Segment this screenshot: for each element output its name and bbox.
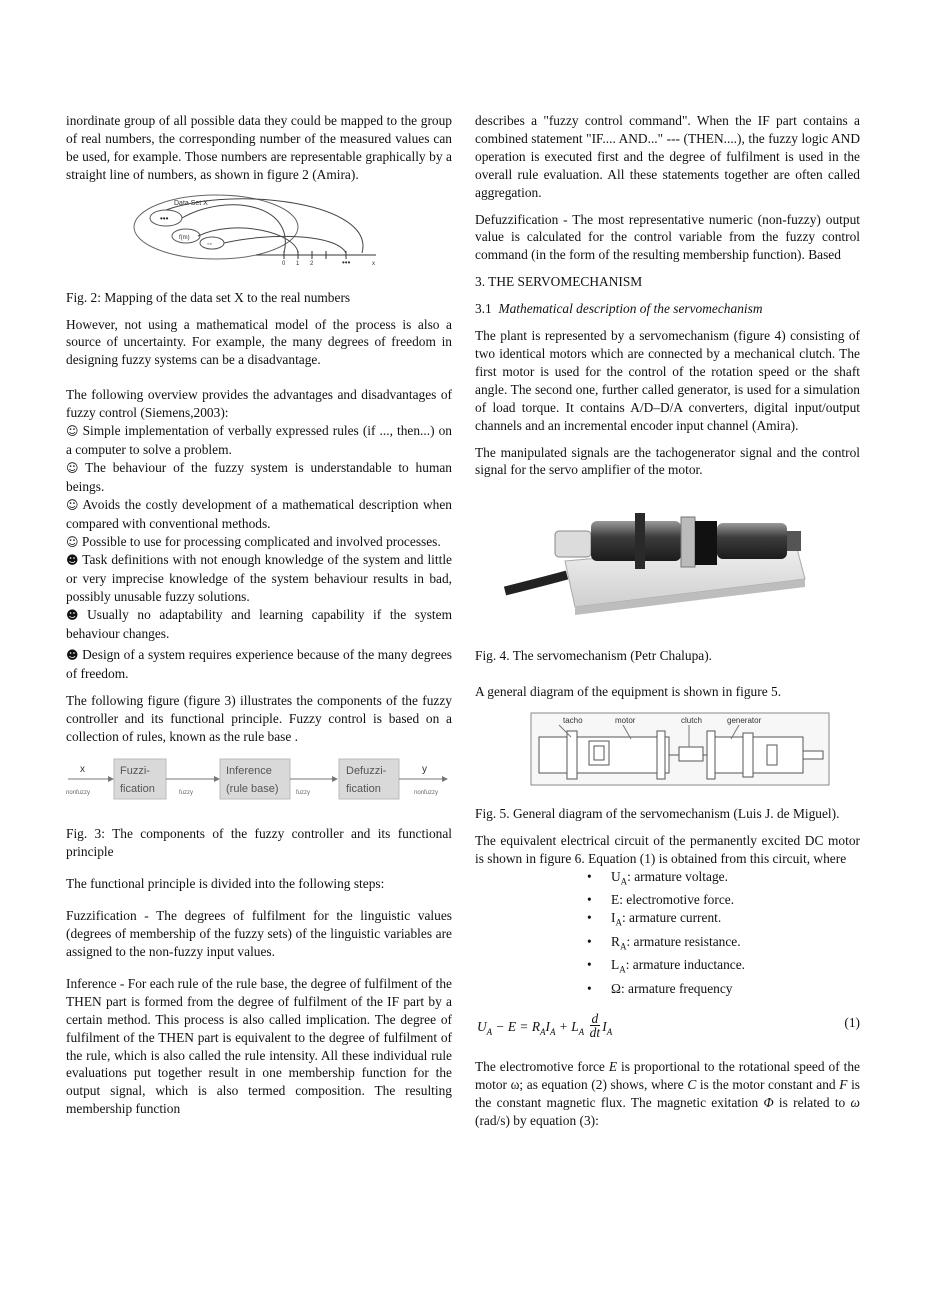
fig5-label-clutch: clutch xyxy=(681,716,702,726)
paragraph-general-diagram: A general diagram of the equipment is shown in figure 5. xyxy=(475,684,782,700)
svg-text:•••: ••• xyxy=(342,257,351,265)
paragraph-fuzzy-command: describes a "fuzzy control command". When the IF part contains a combined statement "IF.... AND..." --- (THEN....), the fuzzy logic AND operation is executed first and the degree of fulfilment is used in the overall rule evaluation. All these statements together are often called aggregation. xyxy=(475,113,860,200)
smiley-icon: ☺ xyxy=(66,424,79,439)
figure-5 xyxy=(475,711,860,789)
figure-3 xyxy=(66,757,452,805)
paragraph-mapping-intro: inordinate group of all possible data they could be mapped to the group of real numbers, the corresponding number of the measured values can be used, for example. Those numbers are representable graphically by a straight line of numbers, as shown in figure 2 (Amira). xyxy=(66,113,452,182)
equation-1 xyxy=(475,1002,860,1046)
fig3-box2-line1: Inference xyxy=(226,765,272,778)
figure-4-caption: Fig. 4. The servomechanism (Petr Chalupa). xyxy=(475,648,713,664)
fig3-box2-line2: (rule base) xyxy=(226,783,279,796)
list-item: ☻ Task definitions with not enough knowledge of the system and little or very imprecise knowledge of the system behaviour results in bad, possibly unusable fuzzy solutions. xyxy=(66,552,452,605)
fig5-label-generator: generator xyxy=(727,716,762,726)
list-item: • Ω: armature frequency xyxy=(587,980,860,998)
paragraph-signals: The manipulated signals are the tachogenerator signal and the control signal for the servo amplifier of the motor. xyxy=(475,444,860,478)
fig2-tick-2: 2 xyxy=(310,260,314,265)
fig3-mid2: fuzzy xyxy=(296,790,311,797)
fig3-y-sub: nonfuzzy xyxy=(414,790,439,797)
fig5-label-tacho: tacho xyxy=(563,716,583,726)
equation-1-body: $U_A - E = R_AI_A + L_A$ $\frac{d}{dt}$ $I_A$ xyxy=(477,1010,613,1040)
fig2-set-label: Data Set X xyxy=(174,199,208,207)
fig5-label-motor: motor xyxy=(615,716,636,726)
paragraph-inference: Inference - For each rule of the rule base, the degree of fulfilment of the THEN part is formed from the degree of fulfilment of the IF part by a certain method. This process is also called implication. The degree of fulfilment of the THEN part is equivalent to the degree of fulfilment of the rule, which is also called the rule intensity. All these individual rule evaluations put together result in one membership function for the output signal, which is also termed composition. The resulting membership function xyxy=(66,975,452,1117)
smiley-icon: ☺ xyxy=(66,534,79,549)
fig3-box3-line2: fication xyxy=(346,783,381,796)
fig3-x-label: x xyxy=(80,764,85,776)
right-column xyxy=(475,112,860,1139)
paragraph-defuzzification: Defuzzification - The most representative numeric (non-fuzzy) output value is calculated for the control variable from the fuzzy control command (in the form of the resulting membership function). Based xyxy=(475,211,860,263)
list-item: ☺ Avoids the costly development of a mathematical description when compared with conventional methods. xyxy=(66,496,453,531)
list-item: ☺ The behaviour of the fuzzy system is understandable to human beings. xyxy=(66,459,452,494)
fig3-y-label: y xyxy=(422,764,427,776)
paragraph-plant: The plant is represented by a servomechanism (figure 4) consisting of two identical motors which are connected by a mechanical clutch. The first motor is used for the control of the rotation speed or the shaft angle. The second one, further called generator, is used for a simulation of load torque. It contains A/D–D/A converters, digital input/output channels and an incremental encoder input channel (Amira). xyxy=(475,328,860,433)
list-item: • E: electromotive force. xyxy=(587,891,860,909)
symbol-list xyxy=(587,868,860,998)
left-column xyxy=(66,112,452,1127)
figure-3-diagram xyxy=(66,757,452,805)
servomechanism-photo xyxy=(475,491,860,621)
list-item: ☻ Usually no adaptability and learning capability if the system behaviour changes. xyxy=(66,607,452,642)
frown-icon: ☻ xyxy=(66,608,79,623)
fig3-mid1: fuzzy xyxy=(179,790,194,797)
equation-1-number: (1) xyxy=(844,1014,860,1030)
fig2-tick-1: 1 xyxy=(296,260,300,265)
list-item: ☺ Simple implementation of verbally expressed rules (if ..., then...) on a computer to solve a problem. xyxy=(66,423,452,457)
fig3-box3-line1: Defuzzi- xyxy=(346,765,387,778)
list-item: • $L_A$: armature inductance. xyxy=(587,956,860,980)
fig3-x-sub: nonfuzzy xyxy=(66,790,91,797)
smiley-icon: ☺ xyxy=(66,460,79,475)
paragraph-steps-intro: The functional principle is divided into the following steps: xyxy=(66,876,385,892)
list-item: • $U_A$: armature voltage. xyxy=(587,868,860,892)
paragraph-equivalent-circuit: The equivalent electrical circuit of the permanently excited DC motor is shown in figure 6. Equation (1) is obtained from this circuit, where xyxy=(475,833,860,866)
figure-5-diagram xyxy=(475,711,860,789)
fig2-inner-label: f(m) xyxy=(179,234,190,241)
list-item: ☻ Design of a system requires experience because of the many degrees of freedom. xyxy=(66,646,452,681)
section-heading: 3. THE SERVOMECHANISM xyxy=(475,274,643,290)
list-item: ☺ Possible to use for processing complicated and involved processes. xyxy=(66,533,441,549)
figure-4 xyxy=(475,491,860,621)
paragraph-overview: The following overview provides the advantages and disadvantages of fuzzy control (Siemens,2003): xyxy=(66,387,452,421)
frown-icon: ☻ xyxy=(66,647,79,662)
figure-2 xyxy=(66,193,452,265)
fig3-box1-line1: Fuzzi- xyxy=(120,765,150,778)
paragraph-emf: The electromotive force E is proportional to the rotational speed of the motor ω; as equation (2) shows, where C is the motor constant and F is the constant magnetic flux. The magnetic exitation Φ is related to ω (rad/s) by equation (3): xyxy=(475,1058,861,1128)
paragraph-uncertainty: However, not using a mathematical model of the process is also a source of uncertainty. For example, the many degrees of freedom in designing fuzzy systems can be a disadvantage. xyxy=(66,316,452,368)
figure-2-diagram xyxy=(66,193,452,265)
figure-3-caption: Fig. 3: The components of the fuzzy controller and its functional principle xyxy=(66,826,452,860)
svg-text:◦◦: ◦◦ xyxy=(207,240,212,248)
fig2-tick-0: 0 xyxy=(282,260,286,265)
list-item: • $R_A$: armature resistance. xyxy=(587,933,860,957)
pros-cons-list xyxy=(66,422,452,683)
list-item: • $I_A$: armature current. xyxy=(587,909,860,933)
paragraph-fuzzification: Fuzzification - The degrees of fulfilment for the linguistic values (degrees of membership of the fuzzy sets) of the linguistic variables are assigned to the non-fuzzy input values. xyxy=(66,908,452,959)
fig3-box1-line2: fication xyxy=(120,783,155,796)
svg-text:•••: ••• xyxy=(160,213,169,223)
fig2-tick-x: x xyxy=(372,260,375,265)
paragraph-figure3-intro: The following figure (figure 3) illustrates the components of the fuzzy controller and its functional principle. Fuzzy control is based on a collection of rules, known as the rule base . xyxy=(66,692,452,744)
smiley-icon: ☺ xyxy=(66,497,79,512)
subsection-heading: 3.1 Mathematical description of the servomechanism xyxy=(475,301,763,317)
frown-icon: ☻ xyxy=(66,553,79,568)
figure-5-caption: Fig. 5. General diagram of the servomechanism (Luis J. de Miguel). xyxy=(475,806,840,822)
figure-2-caption: Fig. 2: Mapping of the data set X to the real numbers xyxy=(66,289,351,305)
